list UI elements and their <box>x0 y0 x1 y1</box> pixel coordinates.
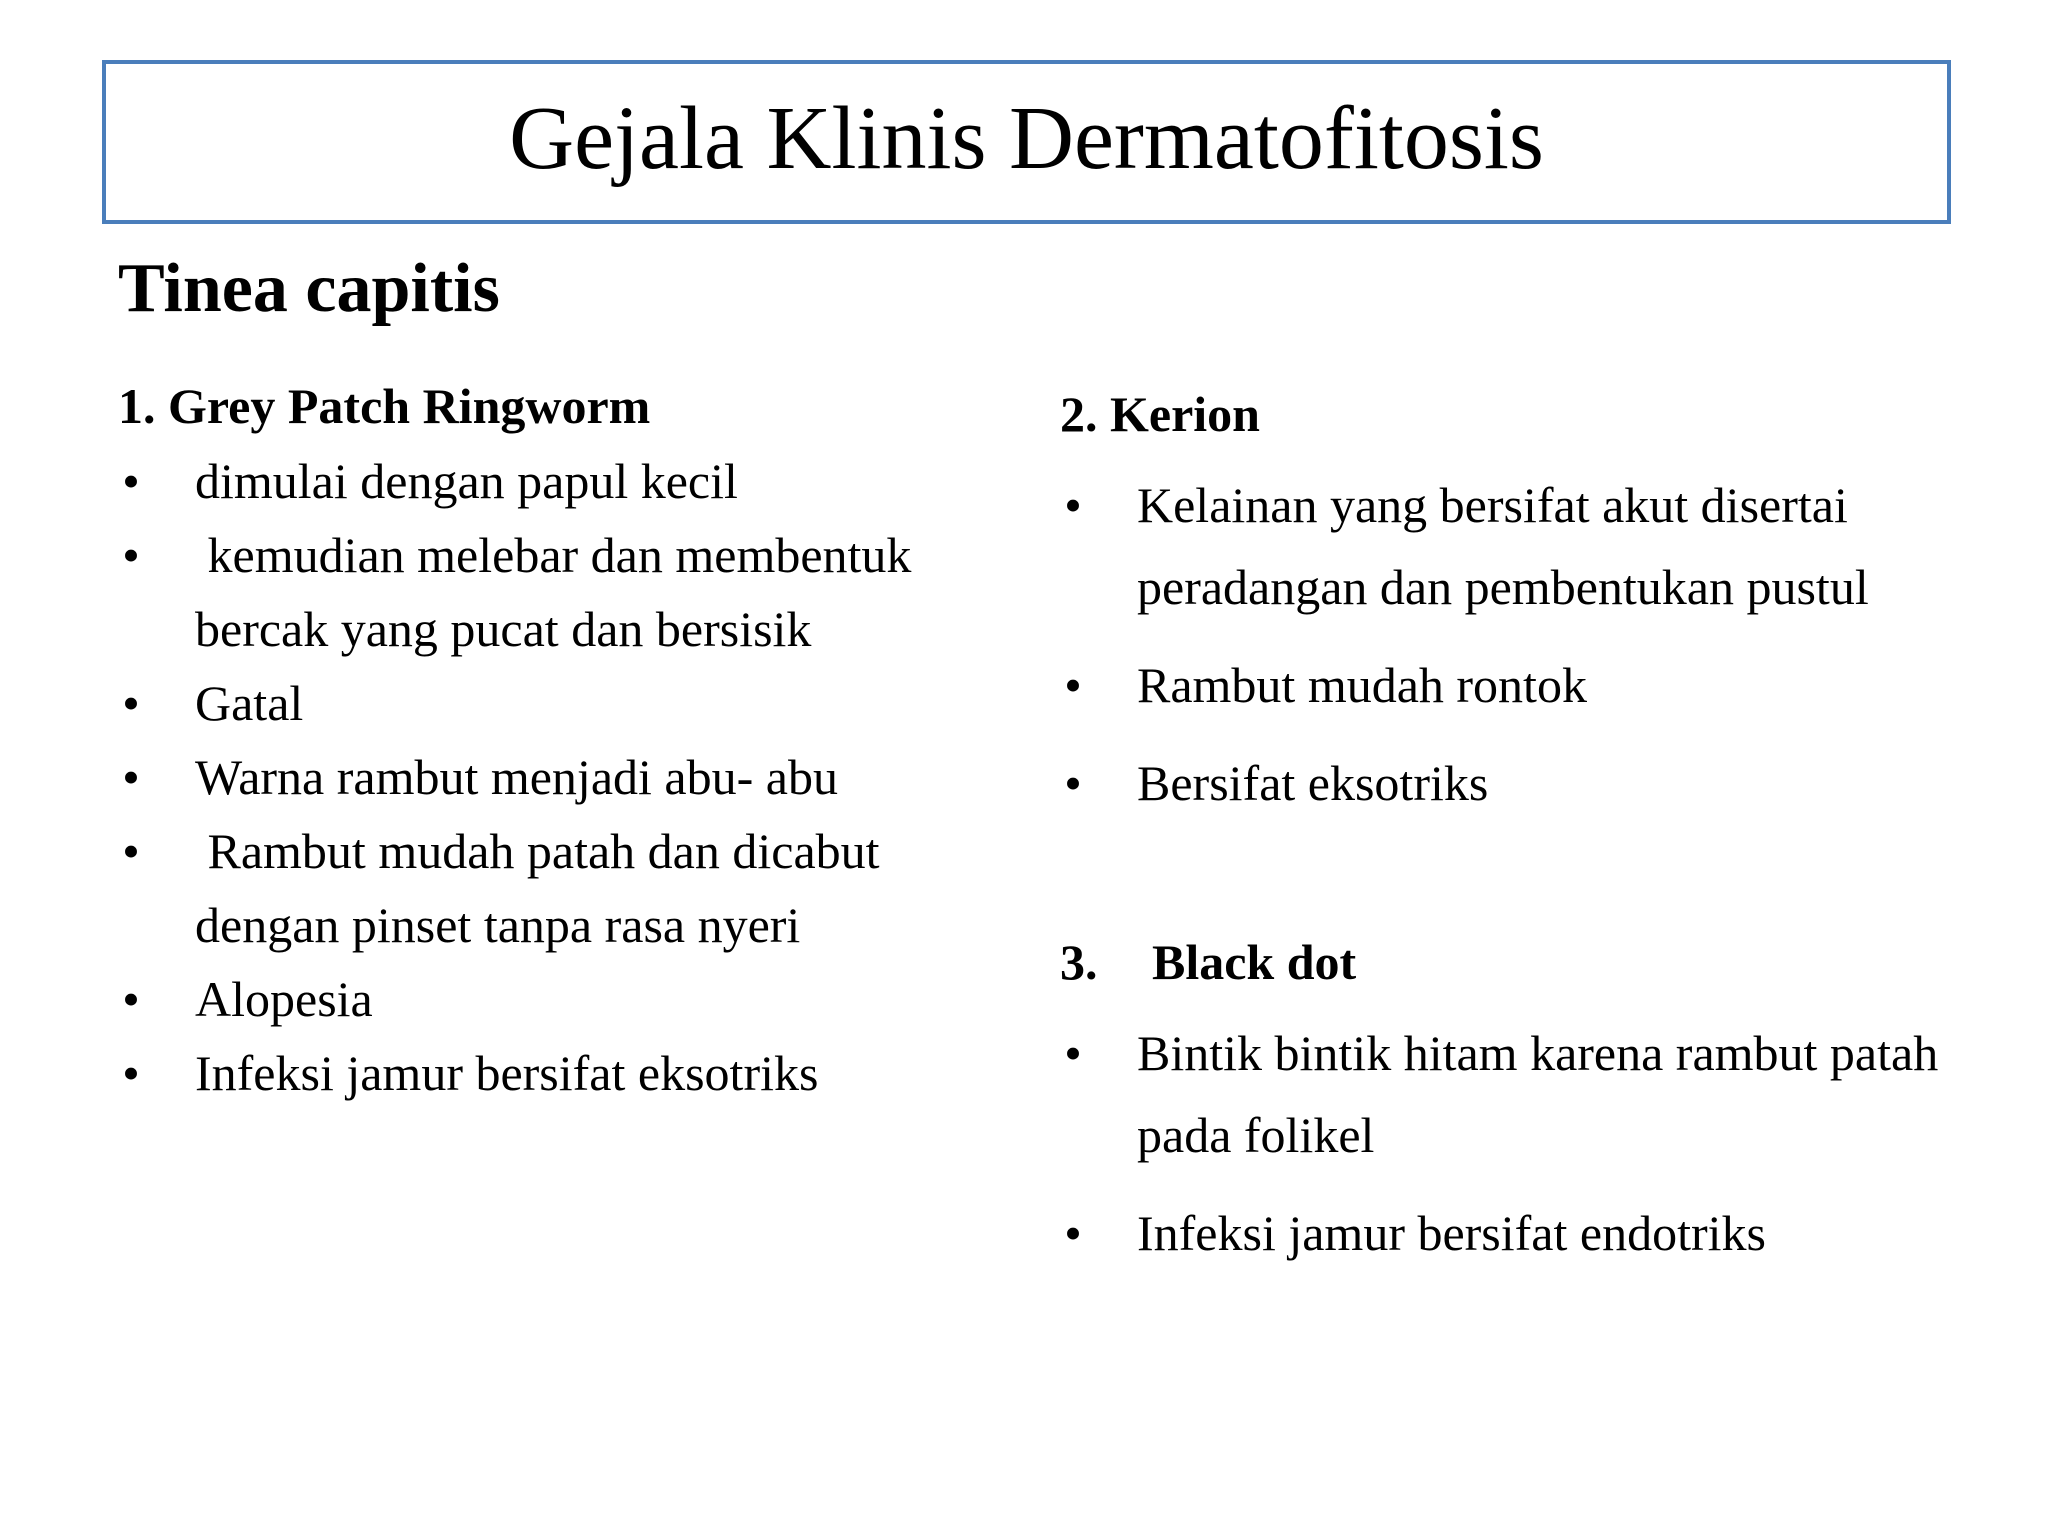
black-dot-heading-text: Black dot <box>1152 934 1357 990</box>
bullet-icon: • <box>1064 1025 1082 1081</box>
section-title: Tinea capitis <box>118 250 500 327</box>
grey-patch-heading: 1. Grey Patch Ringworm <box>118 378 651 434</box>
list-item <box>1060 644 1960 726</box>
bullet-icon: • <box>1064 1205 1082 1261</box>
bullet-icon: • <box>122 675 140 731</box>
list-item <box>1060 742 1960 824</box>
list-item <box>118 962 1018 1036</box>
list-item-text: Bersifat eksotriks <box>1137 755 1489 811</box>
list-item-text: Warna rambut menjadi abu- abu <box>195 749 838 805</box>
list-item <box>118 740 1018 814</box>
list-item <box>118 444 1018 518</box>
grey-patch-list <box>118 444 1018 1110</box>
bullet-icon: • <box>122 1045 140 1101</box>
bullet-icon: • <box>1064 477 1082 533</box>
right-column <box>1060 384 1960 1290</box>
list-item <box>118 1036 1018 1110</box>
black-dot-number: 3. <box>1060 934 1098 990</box>
slide-title: Gejala Klinis Dermatofitosis <box>509 89 1544 188</box>
list-item-text: Gatal <box>195 675 304 731</box>
list-item <box>118 666 1018 740</box>
kerion-heading: 2. Kerion <box>1060 386 1260 442</box>
bullet-icon: • <box>122 453 140 509</box>
list-item-text: Infeksi jamur bersifat eksotriks <box>195 1045 819 1101</box>
list-item-text: Bintik bintik hitam karena rambut patah pada folikel <box>1137 1025 1939 1163</box>
bullet-icon: • <box>122 823 140 879</box>
left-column <box>118 376 1018 1110</box>
list-item <box>118 518 1018 666</box>
list-item-text: dimulai dengan papul kecil <box>195 453 738 509</box>
list-item <box>118 814 1018 962</box>
title-box <box>102 60 1951 224</box>
list-item-text: Alopesia <box>195 971 373 1027</box>
bullet-icon: • <box>122 527 140 583</box>
list-item-text: Rambut mudah patah dan dicabut dengan pinset tanpa rasa nyeri <box>195 823 893 953</box>
black-dot-list <box>1060 1012 1960 1274</box>
bullet-icon: • <box>122 971 140 1027</box>
list-item <box>1060 1012 1960 1176</box>
black-dot-heading <box>1060 932 1960 992</box>
list-item <box>1060 1192 1960 1274</box>
kerion-list <box>1060 464 1960 824</box>
bullet-icon: • <box>1064 657 1082 713</box>
list-item-text: Kelainan yang bersifat akut disertai peradangan dan pembentukan pustul <box>1137 477 1869 615</box>
bullet-icon: • <box>122 749 140 805</box>
list-item-text: Infeksi jamur bersifat endotriks <box>1137 1205 1766 1261</box>
bullet-icon: • <box>1064 755 1082 811</box>
list-item-text: kemudian melebar dan membentuk bercak yang pucat dan bersisik <box>195 527 924 657</box>
list-item <box>1060 464 1960 628</box>
list-item-text: Rambut mudah rontok <box>1137 657 1587 713</box>
